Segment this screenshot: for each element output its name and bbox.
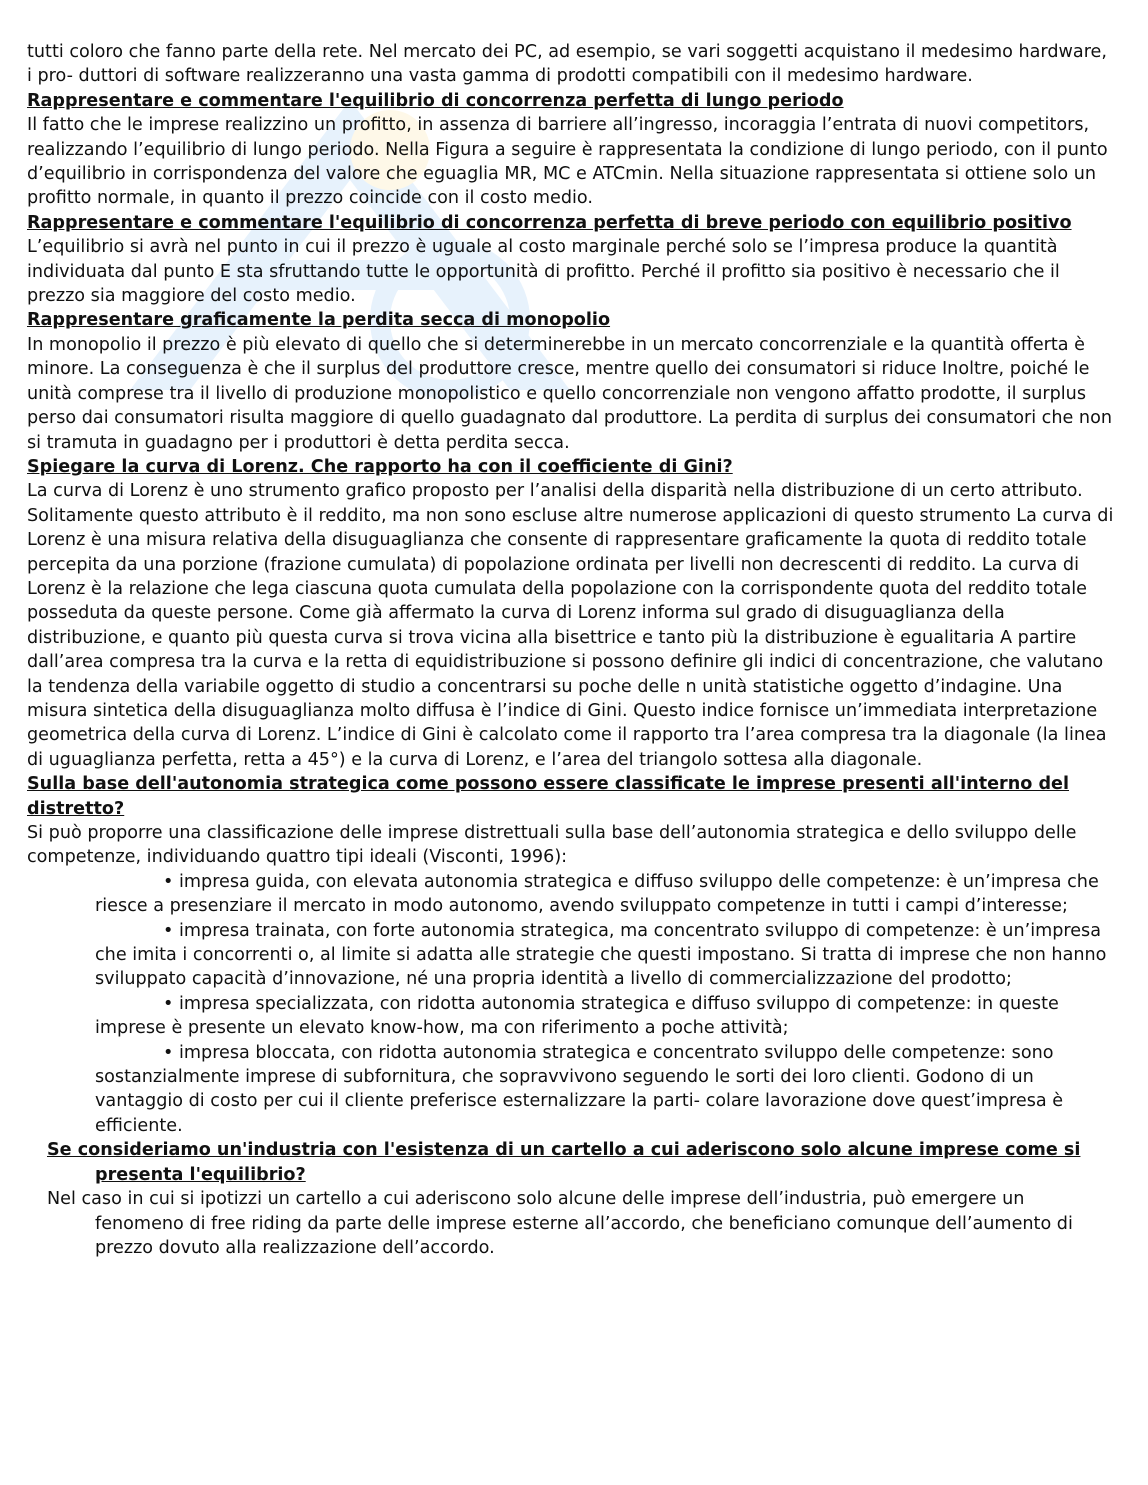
- list-item: [95, 1041, 1117, 1139]
- list-item: [95, 870, 1117, 919]
- list-item: [95, 919, 1117, 992]
- paragraph: tutti coloro che fanno parte della rete. Nel mercato dei PC, ad esempio, se vari soggetti acquistano il medesimo hardware, i pro- duttori di software realizzeranno una vasta gamma di prodotti compatibili con il medesimo hardware.: [27, 42, 1107, 87]
- list-item-text: impresa bloccata, con ridotta autonomia strategica e concentrato sviluppo delle competenze: sono sostanzialmente imprese di subfornitura, che sopravvivono seguendo le sorti dei loro clienti. Godono di un vantaggio di costo per cui il cliente preferisce esternalizzare la parti- colare lavorazione dove quest’impresa è efficiente.: [95, 1042, 1064, 1136]
- section-heading: Sulla base dell'autonomia strategica come possono essere classificate le imprese presenti all'interno del distretto?: [27, 774, 1070, 819]
- list-item-text: impresa specializzata, con ridotta autonomia strategica e diffuso sviluppo di competenze: in queste imprese è presente un elevato know-how, ma con riferimento a poche attività;: [95, 993, 1059, 1039]
- section-heading: Rappresentare e commentare l'equilibrio di concorrenza perfetta di breve periodo con equilibrio positivo: [27, 212, 1072, 233]
- list-item-text: impresa guida, con elevata autonomia strategica e diffuso sviluppo delle competenze: è un’impresa che riesce a presenziare il mercato in modo autonomo, avendo sviluppato competenze in tutti i campi d’interesse;: [95, 871, 1099, 917]
- bullet-icon: •: [163, 920, 174, 941]
- paragraph: In monopolio il prezzo è più elevato di quello che si determinerebbe in un mercato concorrenziale e la quantità offerta è minore. La conseguenza è che il surplus del produttore cresce, mentre quello dei consumatori si riduce Inoltre, poiché le unità comprese tra il livello di produzione monopolistico e quello concorrenziale non vengono affatto prodotte, il surplus perso dai consumatori risulta maggiore di quello guadagnato dal produttore. La perdita di surplus dei consumatori che non si tramuta in guadagno per i produttori è detta perdita secca.: [27, 334, 1112, 453]
- bullet-icon: •: [163, 993, 174, 1014]
- list-item-text: impresa trainata, con forte autonomia strategica, ma concentrato sviluppo di competenze: è un’impresa che imita i concorrenti o, al limite si adatta alle strategie che questi impostano. Si tratta di imprese che non hanno sviluppato capacità d’innovazione, né una propria identità a livello di commercializzazione del prodotto;: [95, 920, 1107, 990]
- section-heading: Rappresentare graficamente la perdita secca di monopolio: [27, 310, 611, 331]
- document-page: [27, 40, 1117, 1260]
- bullet-icon: •: [163, 871, 174, 892]
- section-heading: Se consideriamo un'industria con l'esistenza di un cartello a cui aderiscono solo alcune imprese come si presenta l'equilibrio?: [47, 1140, 1081, 1185]
- section-heading: Rappresentare e commentare l'equilibrio di concorrenza perfetta di lungo periodo: [27, 90, 844, 111]
- paragraph: Nel caso in cui si ipotizzi un cartello a cui aderiscono solo alcune delle imprese dell’industria, può emergere un fenomeno di free riding da parte delle imprese esterne all’accordo, che beneficiano comunque dell’aumento di prezzo dovuto alla realizzazione dell’accordo.: [47, 1189, 1073, 1258]
- section-heading: Spiegare la curva di Lorenz. Che rapporto ha con il coefficiente di Gini?: [27, 456, 733, 477]
- paragraph: La curva di Lorenz è uno strumento grafico proposto per l’analisi della disparità nella distribuzione di un certo attributo. Solitamente questo attributo è il reddito, ma non sono escluse altre numerose applicazioni di questo strumento La curva di Lorenz è una misura relativa della disuguaglianza che consente di rappresentare graficamente la quota di reddito totale percepita da una porzione (frazione cumulata) di popolazione ordinata per livelli non decrescenti di reddito. La curva di Lorenz è la relazione che lega ciascuna quota cumulata della popolazione con la corrispondente quota del reddito totale posseduta da queste persone. Come già affermato la curva di Lorenz informa sul grado di disuguaglianza della distribuzione, e quanto più questa curva si trova vicina alla bisettrice e tanto più la distribuzione è egualitaria A partire dall’area compresa tra la curva e la retta di equidistribuzione si possono definire gli indici di concentrazione, che valutano la tendenza della variabile oggetto di studio a concentrarsi su poche delle n unità statistiche oggetto d’indagine. Una misura sintetica della disuguaglianza molto diffusa è l’indice di Gini. Questo indice fornisce un’immediata interpretazione geometrica della curva di Lorenz. L’indice di Gini è calcolato come il rapporto tra l’area compresa tra la diagonale (la linea di uguaglianza perfetta, retta a 45°) e la curva di Lorenz, e l’area del triangolo sottesa alla diagonale.: [27, 481, 1114, 770]
- list-item: [95, 992, 1117, 1041]
- bullet-icon: •: [163, 1042, 174, 1063]
- paragraph: Il fatto che le imprese realizzino un profitto, in assenza di barriere all’ingresso, incoraggia l’entrata di nuovi competitors, realizzando l’equilibrio di lungo periodo. Nella Figura a seguire è rappresentata la condizione di lungo periodo, con il punto d’equilibrio in corrispondenza del valore che eguaglia MR, MC e ATCmin. Nella situazione rappresentata si ottiene solo un profitto normale, in quanto il prezzo coincide con il costo medio.: [27, 115, 1108, 209]
- paragraph: Si può proporre una classificazione delle imprese distrettuali sulla base dell’autonomia strategica e dello sviluppo delle competenze, individuando quattro tipi ideali (Visconti, 1996):: [27, 823, 1077, 868]
- paragraph: L’equilibrio si avrà nel punto in cui il prezzo è uguale al costo marginale perché solo se l’impresa produce la quantità individuata dal punto E sta sfruttando tutte le opportunità di profitto. Perché il profitto sia positivo è necessario che il prezzo sia maggiore del costo medio.: [27, 237, 1060, 307]
